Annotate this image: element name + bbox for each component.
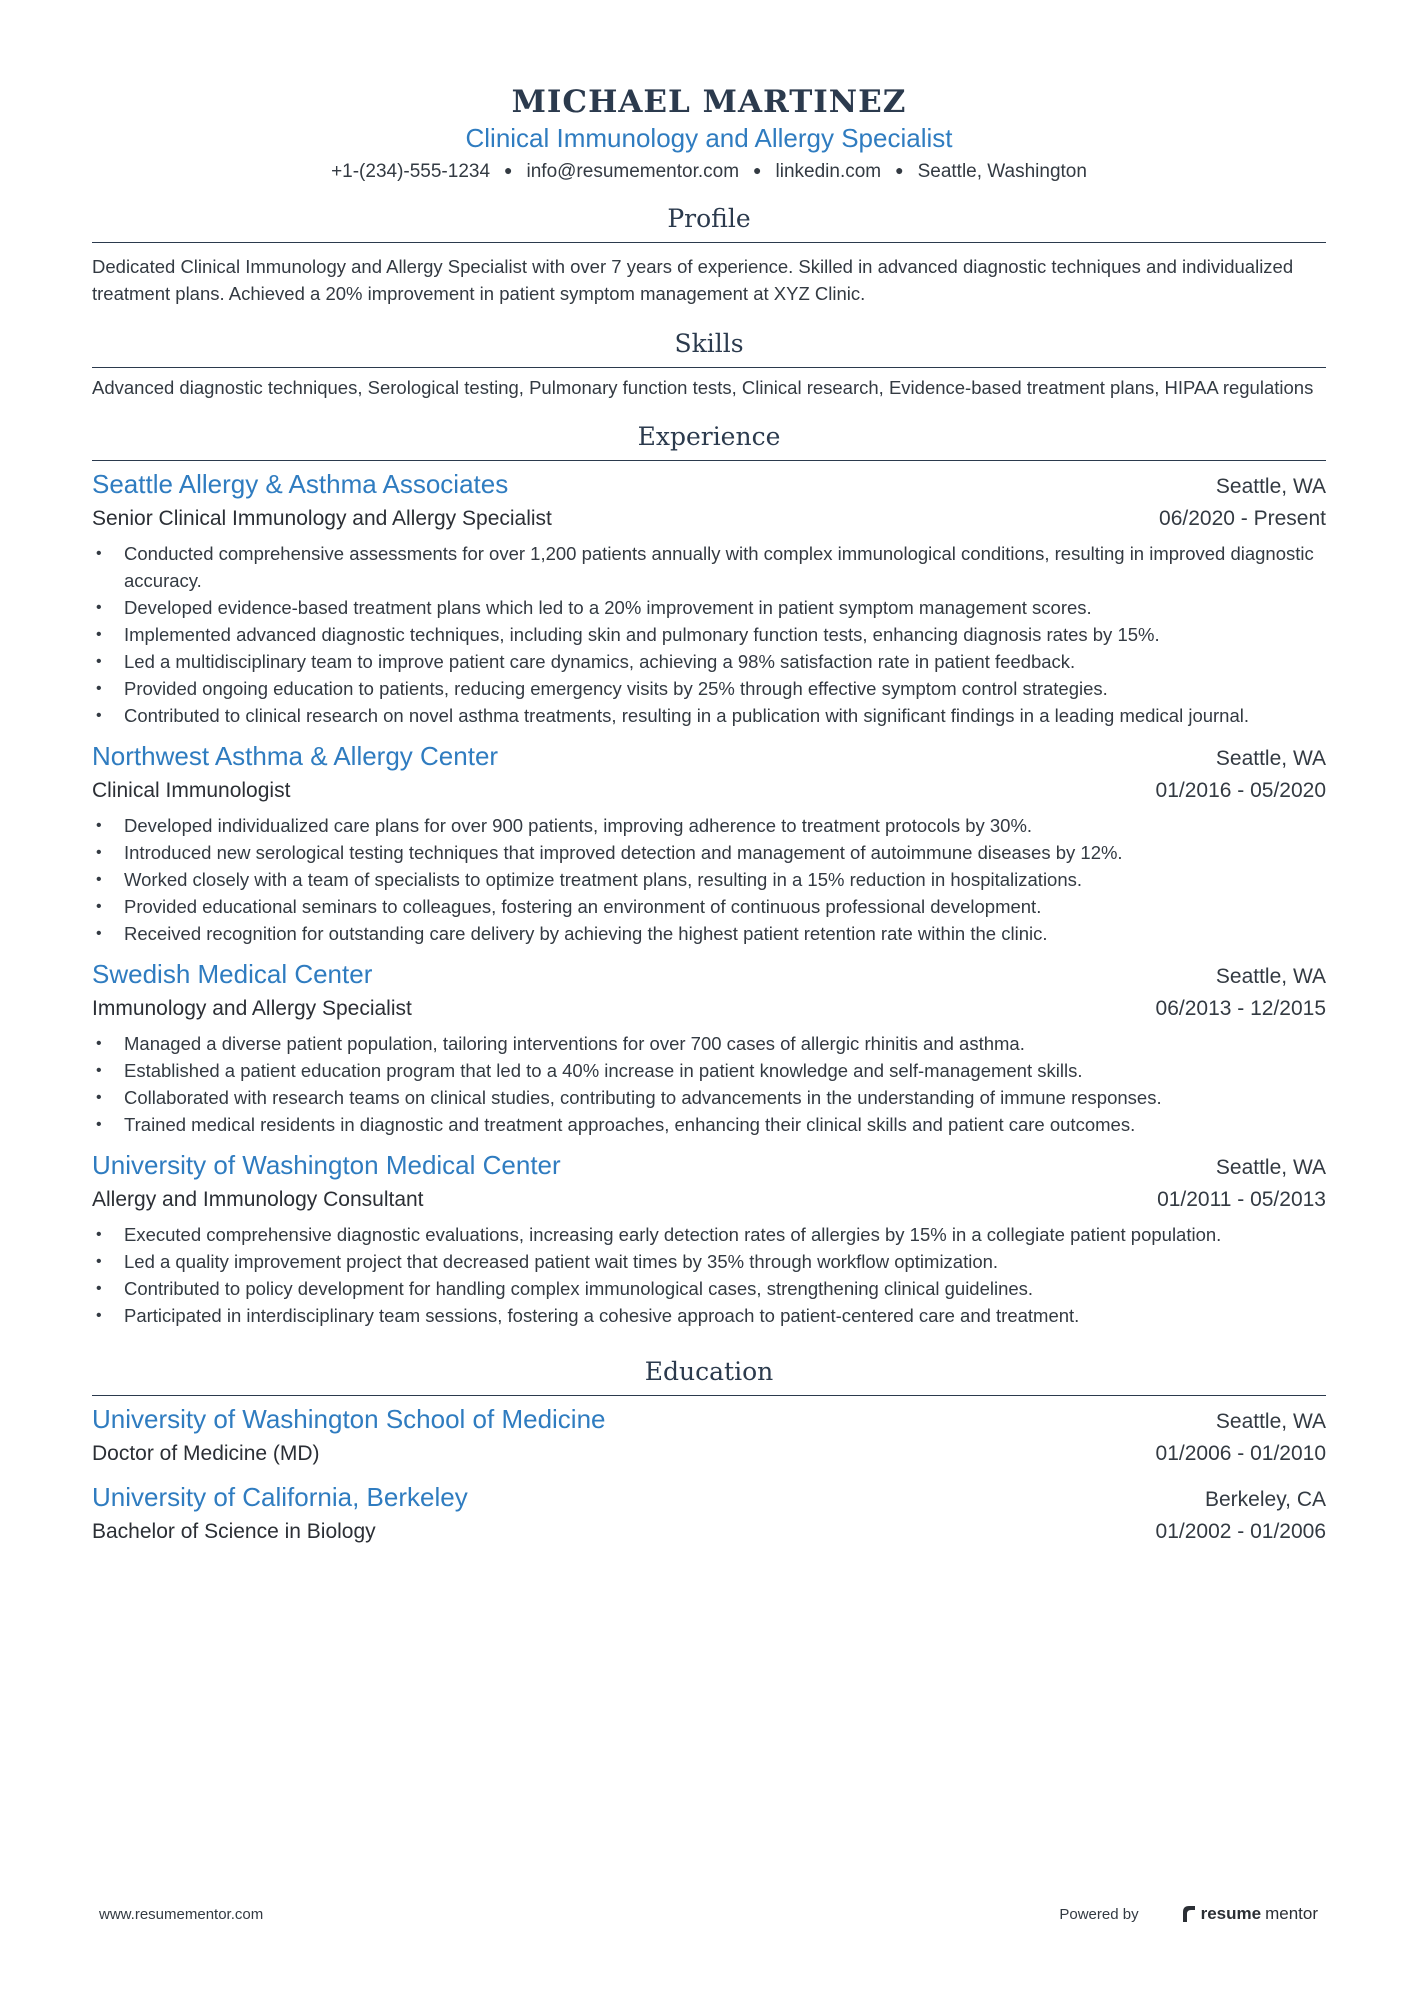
job-bullet: • Established a patient education program that led to a 40% increase in patient knowledge and self-management skills.	[92, 1057, 1326, 1084]
contact-line	[92, 156, 1326, 186]
school-location: Berkeley, CA	[1205, 1488, 1326, 1511]
resume-page	[92, 82, 1326, 1548]
job-role-row	[92, 1184, 1326, 1216]
job-bullets	[92, 540, 1326, 729]
contact-linkedin[interactable]: linkedin.com	[775, 161, 882, 182]
resume-header	[92, 82, 1326, 186]
footer-brand	[1059, 1904, 1318, 1924]
education-entry	[92, 1402, 1326, 1470]
job-bullet: • Executed comprehensive diagnostic evaluations, increasing early detection rates of allergies by 15% in a collegiate patient population.	[92, 1221, 1326, 1248]
job-bullet: • Participated in interdisciplinary team sessions, fostering a cohesive approach to patient-centered care and treatment.	[92, 1302, 1326, 1329]
job-bullet: • Introduced new serological testing techniques that improved detection and management of autoimmune diseases by 12%.	[92, 839, 1326, 866]
job-bullet: • Contributed to policy development for handling complex immunological cases, strengthening clinical guidelines.	[92, 1275, 1326, 1302]
job-bullet: • Provided ongoing education to patients, reducing emergency visits by 25% through effective symptom control strategies.	[92, 675, 1326, 702]
bullet-separator: ●	[504, 162, 513, 178]
job-location: Seattle, WA	[1215, 1156, 1326, 1179]
job-bullet: • Developed evidence-based treatment plans which led to a 20% improvement in patient symptom management scores.	[92, 594, 1326, 621]
job-role: Clinical Immunologist	[92, 779, 291, 802]
job-location: Seattle, WA	[1215, 747, 1326, 770]
contact-phone: +1-(234)-555-1234	[331, 161, 491, 182]
skills-text: Advanced diagnostic techniques, Serological testing, Pulmonary function tests, Clinical research, Evidence-based treatment plans, HIPAA regulations	[92, 377, 1314, 398]
job-organization: University of Washington Medical Center	[92, 1150, 561, 1180]
job-bullet: • Conducted comprehensive assessments for over 1,200 patients annually with complex immunological conditions, resulting in improved diagnostic accuracy.	[92, 540, 1326, 594]
school-degree: Bachelor of Science in Biology	[92, 1520, 376, 1543]
job-bullet: • Contributed to clinical research on novel asthma treatments, resulting in a publication with significant findings in a leading medical journal.	[92, 702, 1326, 729]
bullet-separator: ●	[753, 162, 762, 178]
brand-name-bold: resume	[1200, 1904, 1262, 1923]
brand-logo[interactable]	[1181, 1904, 1318, 1924]
powered-by-label: Powered by	[1059, 1905, 1139, 1923]
job-bullet: • Led a quality improvement project that decreased patient wait times by 35% through workflow optimization.	[92, 1248, 1326, 1275]
candidate-title: Clinical Immunology and Allergy Specialist	[465, 123, 953, 153]
job-entry	[92, 1148, 1326, 1329]
job-role-row	[92, 503, 1326, 535]
job-entry	[92, 739, 1326, 947]
job-organization: Seattle Allergy & Asthma Associates	[92, 469, 509, 499]
job-organization: Northwest Asthma & Allergy Center	[92, 741, 499, 771]
footer-website[interactable]: www.resumementor.com	[99, 1905, 264, 1923]
job-list	[92, 467, 1326, 1329]
school-list	[92, 1402, 1326, 1548]
experience-section	[92, 420, 1326, 1329]
job-bullets	[92, 812, 1326, 947]
school-dates: 01/2002 - 01/2006	[1155, 1520, 1326, 1543]
education-entry	[92, 1480, 1326, 1548]
job-entry	[92, 467, 1326, 729]
job-bullet: • Implemented advanced diagnostic techniques, including skin and pulmonary function tests, enhancing diagnosis rates by 15%.	[92, 621, 1326, 648]
job-header-row	[92, 467, 1326, 503]
page-footer	[99, 1904, 1318, 1924]
job-bullet: • Managed a diverse patient population, tailoring interventions for over 700 cases of allergic rhinitis and asthma.	[92, 1030, 1326, 1057]
school-degree-row	[92, 1516, 1326, 1548]
job-header-row	[92, 739, 1326, 775]
job-dates: 06/2013 - 12/2015	[1155, 997, 1326, 1020]
school-header-row	[92, 1480, 1326, 1516]
job-role-row	[92, 775, 1326, 807]
job-role-row	[92, 993, 1326, 1025]
job-role: Immunology and Allergy Specialist	[92, 997, 412, 1020]
job-bullet: • Trained medical residents in diagnostic and treatment approaches, enhancing their clinical skills and patient care outcomes.	[92, 1111, 1326, 1138]
section-heading: Experience	[92, 420, 1326, 461]
job-header-row	[92, 957, 1326, 993]
candidate-name: MICHAEL MARTINEZ	[511, 84, 907, 120]
job-role: Senior Clinical Immunology and Allergy Specialist	[92, 507, 552, 530]
section-heading: Education	[92, 1355, 1326, 1396]
contact-location: Seattle, Washington	[917, 161, 1087, 182]
brand-name-light: mentor	[1265, 1904, 1318, 1923]
job-dates: 01/2016 - 05/2020	[1155, 779, 1326, 802]
contact-email[interactable]: info@resumementor.com	[526, 161, 740, 182]
profile-text: Dedicated Clinical Immunology and Allergy Specialist with over 7 years of experience. Skilled in advanced diagnostic techniques and individualized treatment plans. Achieved a 20% improvement in patient symptom management at XYZ Clinic.	[92, 256, 1294, 304]
job-bullets	[92, 1221, 1326, 1329]
school-degree: Doctor of Medicine (MD)	[92, 1442, 320, 1465]
bullet-separator: ●	[895, 162, 904, 178]
job-bullet: • Collaborated with research teams on clinical studies, contributing to advancements in the understanding of immune responses.	[92, 1084, 1326, 1111]
school-name: University of Washington School of Medicine	[92, 1404, 606, 1434]
job-header-row	[92, 1148, 1326, 1184]
job-entry	[92, 957, 1326, 1138]
section-heading: Skills	[92, 327, 1326, 368]
job-location: Seattle, WA	[1215, 475, 1326, 498]
school-header-row	[92, 1402, 1326, 1438]
brand-mark-icon	[1181, 1904, 1197, 1924]
school-degree-row	[92, 1438, 1326, 1470]
job-bullets	[92, 1030, 1326, 1138]
job-bullet: • Provided educational seminars to colleagues, fostering an environment of continuous professional development.	[92, 893, 1326, 920]
section-heading: Profile	[92, 202, 1326, 243]
job-dates: 01/2011 - 05/2013	[1157, 1188, 1326, 1211]
job-role: Allergy and Immunology Consultant	[92, 1188, 424, 1211]
school-location: Seattle, WA	[1215, 1410, 1326, 1433]
job-bullet: • Worked closely with a team of specialists to optimize treatment plans, resulting in a 15% reduction in hospitalizations.	[92, 866, 1326, 893]
job-dates: 06/2020 - Present	[1159, 507, 1326, 530]
job-location: Seattle, WA	[1215, 965, 1326, 988]
education-section	[92, 1355, 1326, 1548]
school-name: University of California, Berkeley	[92, 1482, 468, 1512]
skills-section	[92, 327, 1326, 400]
school-dates: 01/2006 - 01/2010	[1155, 1442, 1326, 1465]
profile-section	[92, 202, 1326, 307]
job-bullet: • Led a multidisciplinary team to improve patient care dynamics, achieving a 98% satisfaction rate in patient feedback.	[92, 648, 1326, 675]
job-bullet: • Developed individualized care plans for over 900 patients, improving adherence to treatment protocols by 30%.	[92, 812, 1326, 839]
job-organization: Swedish Medical Center	[92, 959, 373, 989]
job-bullet: • Received recognition for outstanding care delivery by achieving the highest patient retention rate within the clinic.	[92, 920, 1326, 947]
